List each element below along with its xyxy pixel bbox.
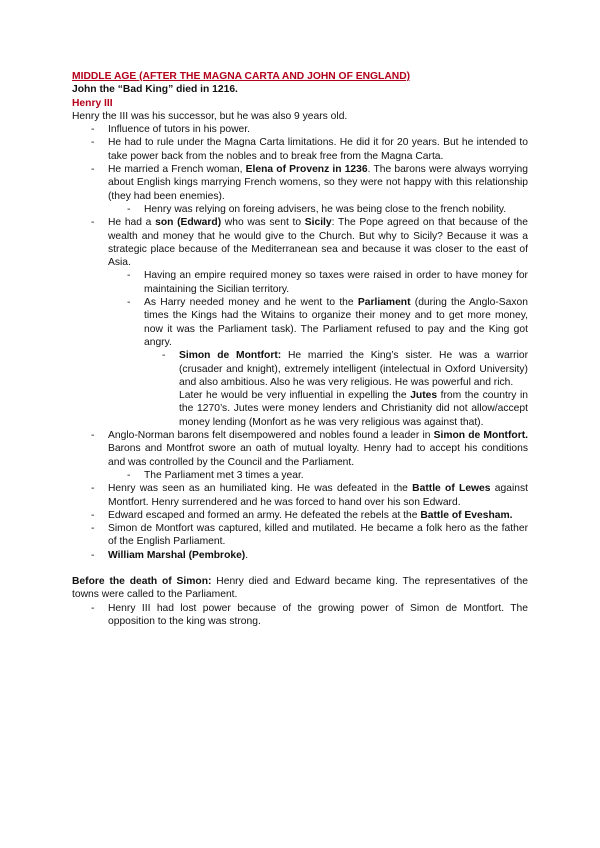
bullet-tutors: - Influence of tutors in his power. — [72, 123, 528, 136]
bold-battle-evesham: Battle of Evesham. — [420, 509, 513, 521]
sub-sub-list-simon — [162, 349, 528, 429]
bullet-william-marshal: - William Marshal (Pembroke). — [72, 549, 528, 562]
bullet-henry-lost-power: - Henry III had lost power because of the growing power of Simon de Montfort. The opposition to the king was strong. — [72, 602, 528, 629]
bullet-list-before-death — [72, 602, 528, 629]
bold-battle-lewes: Battle of Lewes — [412, 483, 491, 495]
bold-jutes: Jutes — [410, 390, 438, 402]
sub-bullet-parliament-met: - The Parliament met 3 times a year. — [108, 469, 528, 482]
bold-son-edward: son (Edward) — [155, 217, 222, 229]
bullet-humiliated: - Henry was seen as an humiliated king. He was defeated in the Battle of Lewes against Montfort. Henry surrendered and he was forced to hand over his son Edward. — [72, 482, 528, 509]
bold-william-marshal: William Marshal (Pembroke) — [108, 549, 246, 561]
bold-before-death: Before the death of Simon: — [72, 575, 212, 587]
sub-bullet-taxes: - Having an empire required money so taxes were raised in order to have money for maintaining the Sicilian territory. — [108, 269, 528, 296]
bold-sicily: Sicily — [304, 217, 332, 229]
main-bullet-list — [72, 123, 528, 562]
subtitle: John the “Bad King” died in 1216. — [72, 84, 238, 96]
sub-sub-bullet-simon: - Simon de Montfort: He married the King’s sister. He was a warrior (crusader and knight), extremely intelligent (intelectual in Oxford University) and also ambitious. Also he was very religious. He was powerful and rich. Later he would be very influential in expelling the Jutes from the country in the 1270’s. Jutes were money lenders and Christianity did not allow/accept money lending (Monfort as he was very religious was against that). — [162, 349, 528, 429]
bullet-edward-escaped: - Edward escaped and formed an army. He defeated the rebels at the Battle of Evesham. — [72, 509, 528, 522]
simon-later-paragraph: Later he would be very influential in expelling the Jutes from the country in the 1270’s. Jutes were money lenders and Christianity did not allow/accept money lending (Monfort as he was very religious was against that). — [179, 390, 528, 428]
bullet-son-edward: - He had a son (Edward) who was sent to Sicily: The Pope agreed on that because of the wealth and money that he would give to the Church. But why to Sicily? Because it was a strategic place because of the Mediterranean sea and because it was closer to the east of Asia. - Having an empire required money so taxes were raised in order to have money for maintaining the Sicilian territory. - As Harry needed money and he went to the Parliament (during the Anglo-Saxon times the Kings had the Witains to organize their money and to get more money, now it was the Parliament task). The Parliament refused to pay and the King got angry. - Simon de Montfort: He married the King’s sister. He was a warrior (crusader and knight), extremely intelligent (intelectual in Oxford University) and also ambitious. Also he was very religious. He was powerful and rich. Later he would be very influential in expelling the Jutes from the country in the 1270’s. Jutes were money lenders and Christianity did not allow/accept money lending (Monfort as he was very religious was against that). — [72, 216, 528, 429]
intro-paragraph: Henry the III was his successor, but he was also 9 years old. — [72, 110, 348, 122]
sub-bullet-parliament: - As Harry needed money and he went to the Parliament (during the Anglo-Saxon times the Kings had the Witains to organize their money and to get more money, now it was the Parliament task). The Parliament refused to pay and the King got angry. - Simon de Montfort: He married the King’s sister. He was a warrior (crusader and knight), extremely intelligent (intelectual in Oxford University) and also ambitious. Also he was very religious. He was powerful and rich. Later he would be very influential in expelling the Jutes from the country in the 1270’s. Jutes were money lenders and Christianity did not allow/accept money lending (Monfort as he was very religious was against that). — [108, 296, 528, 429]
bold-simon-leader: Simon de Montfort. — [433, 430, 528, 442]
bold-elena: Elena of Provenz in 1236 — [245, 164, 368, 176]
bullet-barons: - Anglo-Norman barons felt disempowered and nobles found a leader in Simon de Montfort. Barons and Montfrot swore an oath of mutual loyalty. Henry had to accept his conditions and was controlled by the Council and the Parliament. - The Parliament met 3 times a year. — [72, 429, 528, 482]
bullet-simon-captured: - Simon de Montfort was captured, killed and mutilated. He became a folk hero as the father of the English Parliament. — [72, 522, 528, 549]
document-page — [72, 70, 528, 628]
sub-bullet-advisers: - Henry was relying on foreing advisers, he was being close to the french nobility. — [108, 203, 528, 216]
bold-simon: Simon de Montfort: — [179, 350, 282, 362]
bold-parliament: Parliament — [357, 297, 411, 309]
bullet-magna-carta: - He had to rule under the Magna Carta limitations. He did it for 20 years. But he intended to take power back from the nobles and to break free from the Magna Carta. — [72, 136, 528, 163]
sub-list-barons — [108, 469, 528, 482]
sub-list-sicily — [108, 269, 528, 429]
paragraph-before-death: Before the death of Simon: Henry died and Edward became king. The representatives of the towns were called to the Parliament. — [72, 575, 528, 601]
bullet-marriage: - He married a French woman, Elena of Provenz in 1236. The barons were always worrying about English kings marrying French womens, so they were not happy with this relationship (they had been enemies). - Henry was relying on foreing advisers, he was being close to the french nobility. — [72, 163, 528, 216]
page-title: MIDDLE AGE (AFTER THE MAGNA CARTA AND JOHN OF ENGLAND) — [72, 71, 411, 82]
section-heading-henry-iii: Henry III — [72, 97, 113, 109]
sub-list-marriage — [108, 203, 528, 216]
